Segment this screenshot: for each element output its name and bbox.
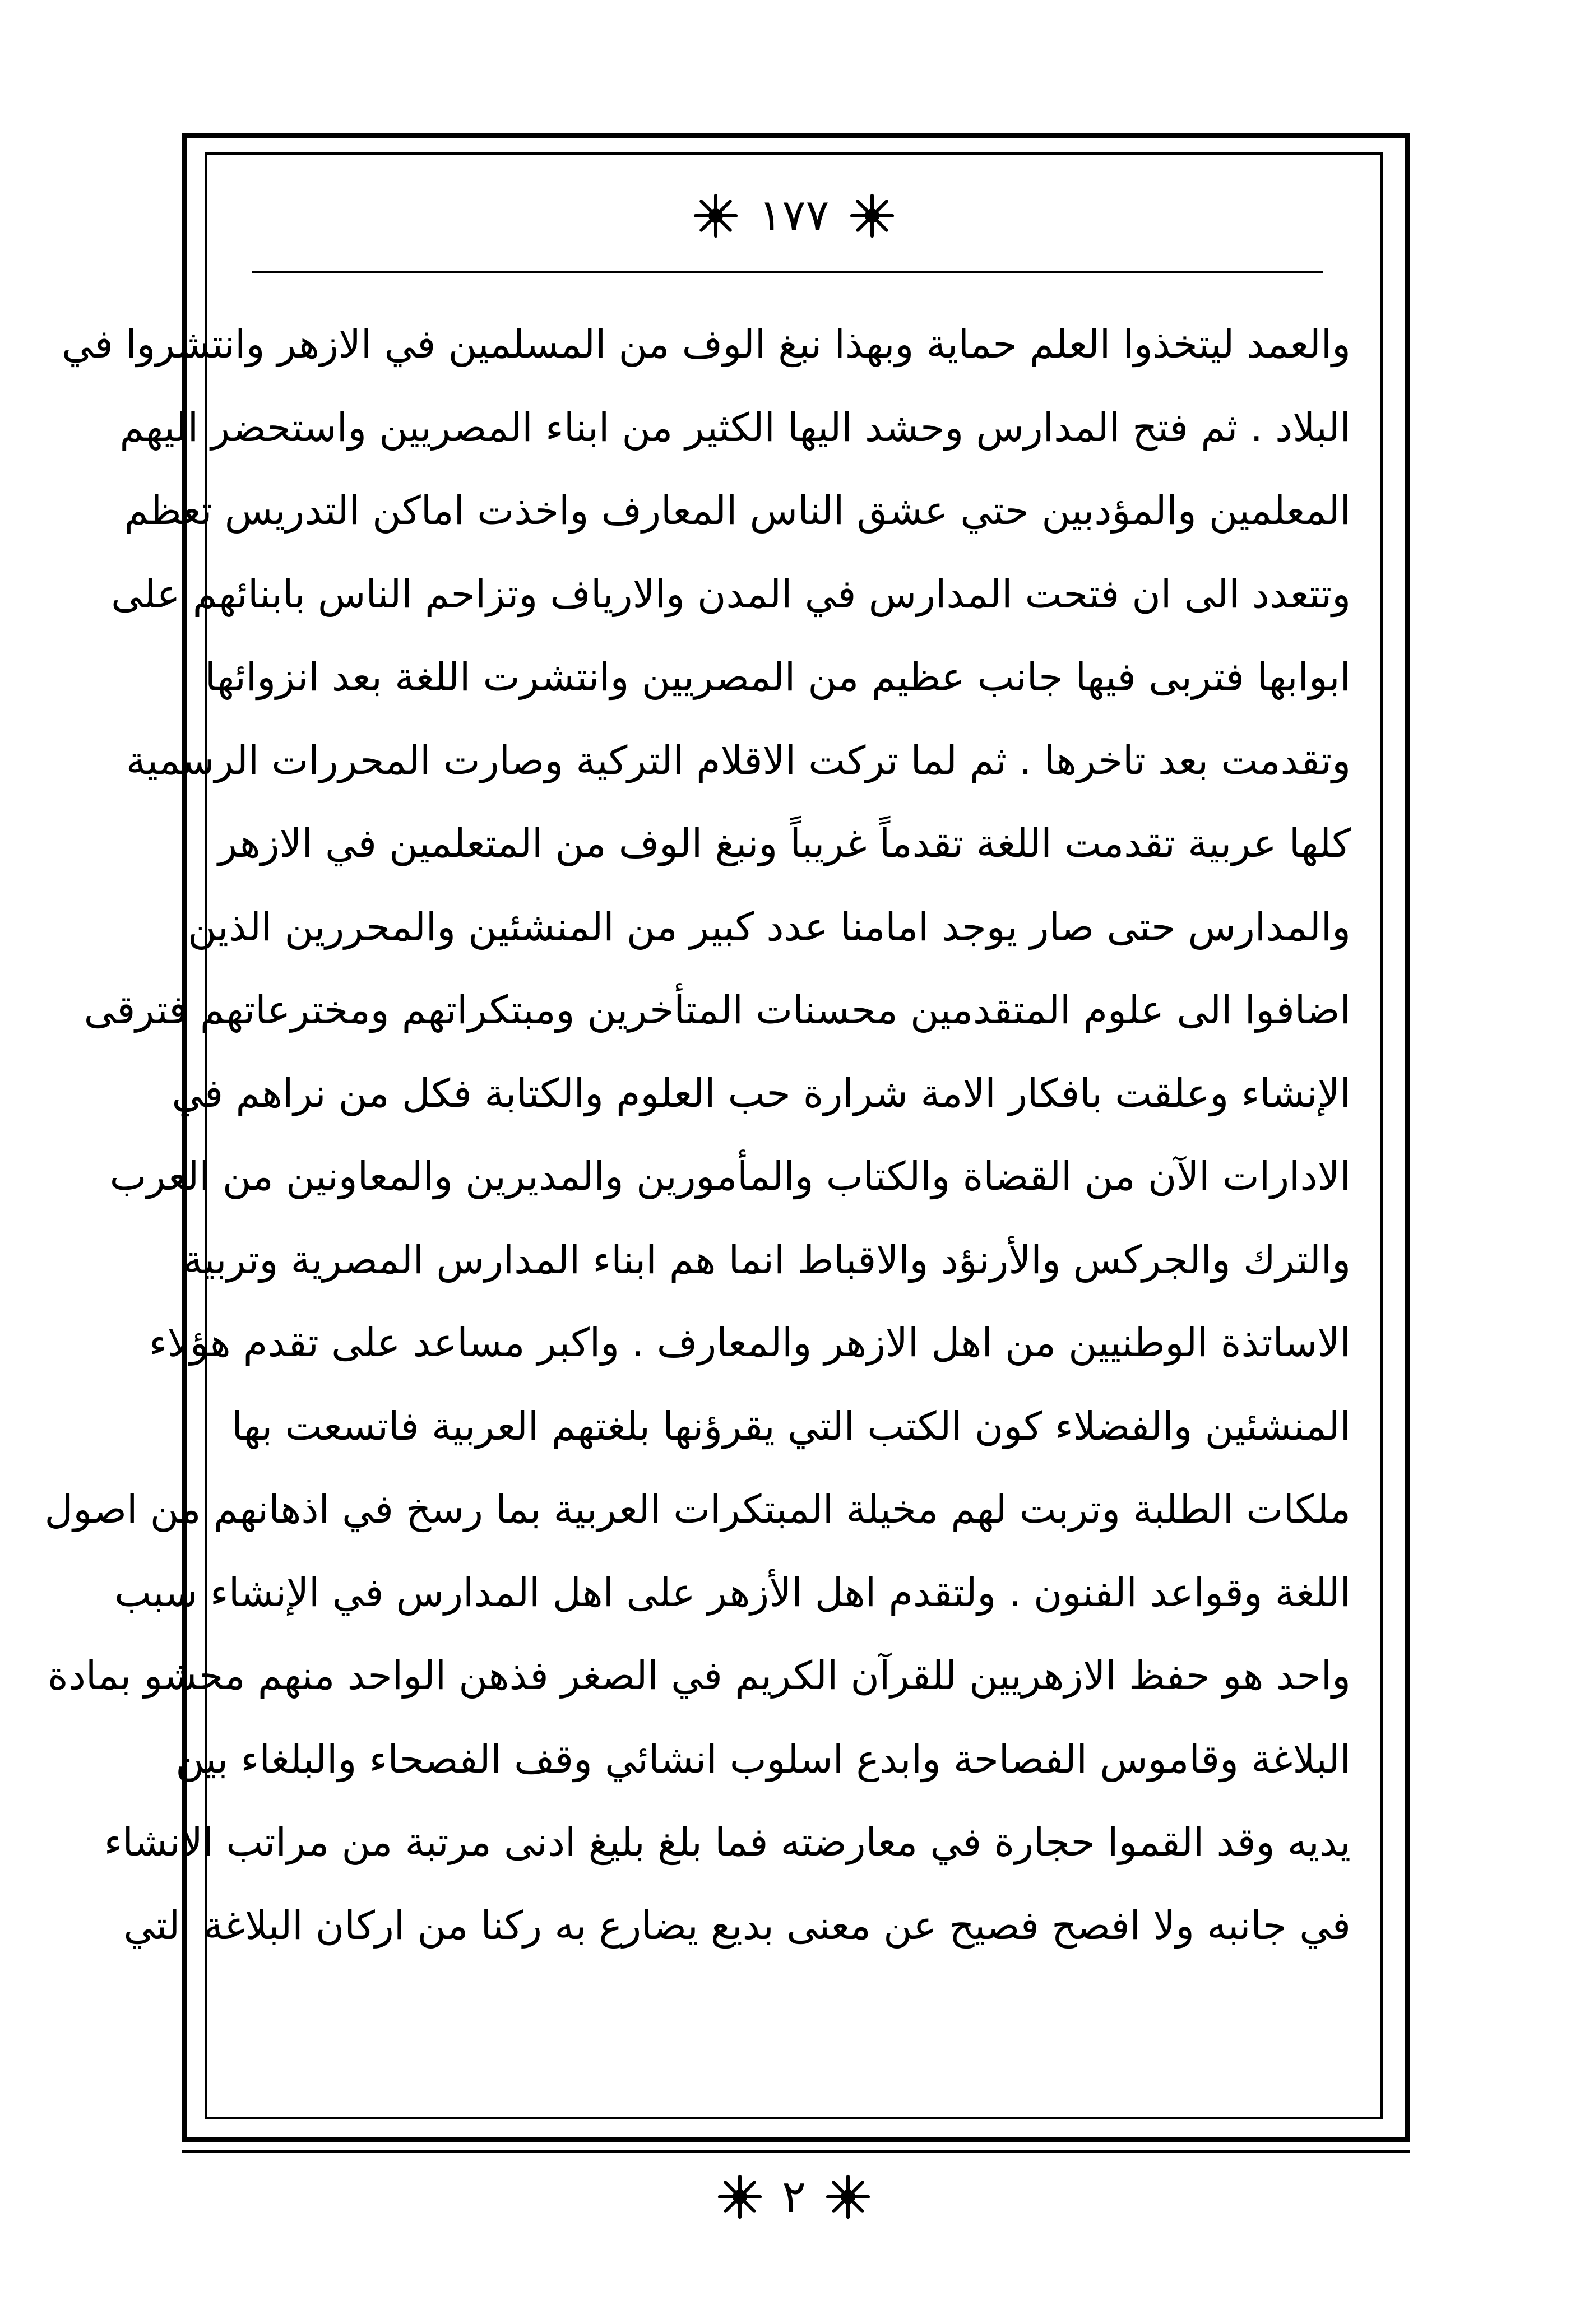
text-line: كلها عربية تقدمت اللغة تقدماً غريباً ونبغ الوف من المتعلمين في الازهر [218, 820, 1351, 866]
text-line: المعلمين والمؤدبين حتي عشق الناس المعارف واخذت اماكن التدريس تعظم [124, 488, 1351, 534]
text-line: اضافوا الى علوم المتقدمين محسنات المتأخرين ومبتكراتهم ومخترعاتهم فترقى [84, 987, 1351, 1033]
body-text [44, 303, 1351, 2096]
flower-ornament-icon [848, 192, 896, 240]
text-line: الادارات الآن من القضاة والكتاب والمأمورين والمديرين والمعاونين من العرب [109, 1153, 1351, 1199]
text-line: البلاغة وقاموس الفصاحة وابدع اسلوب انشائي وقف الفصحاء والبلغاء بين [175, 1736, 1351, 1782]
page-header [205, 185, 1383, 247]
page-number: ١٧٧ [758, 191, 830, 241]
text-line: البلاد . ثم فتح المدارس وحشد اليها الكثير من ابناء المصريين واستحضر اليهم [119, 404, 1351, 451]
text-line: والعمد ليتخذوا العلم حماية وبهذا نبغ الوف من المسلمين في الازهر وانتشروا في [62, 321, 1351, 367]
text-line: وتقدمت بعد تاخرها . ثم لما تركت الاقلام التركية وصارت المحررات الرسمية [126, 737, 1351, 783]
text-line: يديه وقد القموا حجارة في معارضته فما بلغ بليغ ادنى مرتبة من مراتب الانشاء [104, 1819, 1351, 1865]
bottom-border-rule [182, 2150, 1410, 2153]
text-line: الاساتذة الوطنيين من اهل الازهر والمعارف . واكبر مساعد على تقدم هؤلاء [149, 1320, 1351, 1366]
text-line: اللغة وقواعد الفنون . ولتقدم اهل الأزهر على اهل المدارس في الإنشاء سبب [114, 1569, 1351, 1616]
flower-ornament-icon [692, 192, 740, 240]
text-line: وتتعدد الى ان فتحت المدارس في المدن والارياف وتزاحم الناس بابنائهم على [111, 570, 1351, 617]
flower-ornament-icon [716, 2173, 764, 2221]
header-rule [252, 271, 1323, 273]
text-line: ملكات الطلبة وتربت لهم مخيلة المبتكرات العربية بما رسخ في اذهانهم من اصول [44, 1486, 1351, 1532]
text-line: الإنشاء وعلقت بافكار الامة شرارة حب العلوم والكتابة فكل من نراهم في [172, 1070, 1351, 1116]
signature-number: ٢ [782, 2170, 806, 2223]
text-line: واحد هو حفظ الازهريين للقرآن الكريم في الصغر فذهن الواحد منهم محشو بمادة [48, 1653, 1351, 1699]
text-line: في جانبه ولا افصح فصيح عن معنى بديع يضارع به ركنا من اركان البلاغة التي [123, 1902, 1351, 1949]
text-line: والترك والجركس والأرنؤد والاقباط انما هم ابناء المدارس المصرية وتربية [183, 1236, 1351, 1283]
page-footer [205, 2166, 1383, 2228]
flower-ornament-icon [824, 2173, 872, 2221]
text-line: والمدارس حتى صار يوجد امامنا عدد كبير من المنشئين والمحررين الذين [188, 903, 1351, 950]
text-line: ابوابها فتربى فيها جانب عظيم من المصريين وانتشرت اللغة بعد انزوائها [205, 654, 1351, 700]
text-line: المنشئين والفضلاء كون الكتب التي يقرؤنها بلغتهم العربية فاتسعت بها [231, 1403, 1351, 1449]
